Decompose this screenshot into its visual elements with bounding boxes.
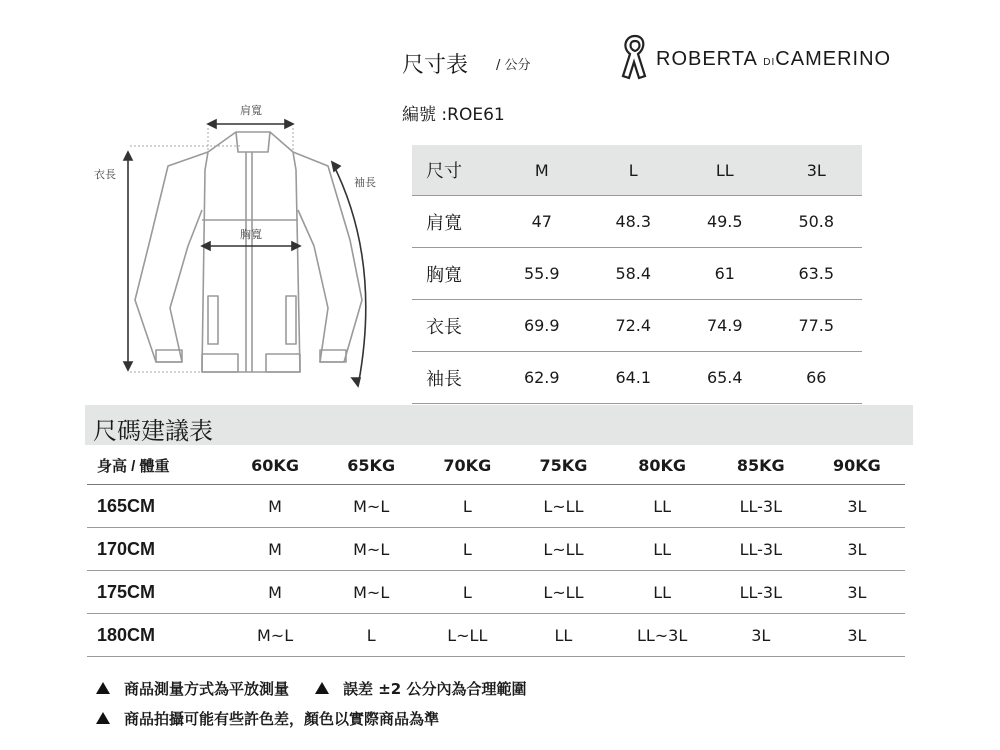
triangle-icon [96,682,110,694]
size-table-header [412,145,862,196]
table-cell: 61 [679,248,771,300]
recommend-title: 尺碼建議表 [93,417,213,445]
table-cell: LL-3L [713,571,809,614]
size-table [412,145,862,404]
table-cell: 72.4 [588,300,680,352]
row-header: 170CM [87,528,227,571]
notes [96,674,526,734]
unit-label: / 公分 [496,58,531,73]
note-text: 誤差 ±2 公分內為合理範圍 [343,680,527,698]
table-cell: M [227,485,323,528]
table-row [412,352,862,404]
brand-logo-icon [612,32,658,86]
header-cell: LL [679,145,771,196]
table-cell: L [419,571,515,614]
table-cell: 48.3 [588,196,680,248]
table-cell: M~L [227,614,323,657]
table-cell: 58.4 [588,248,680,300]
brand-tail: CAMERINO [775,48,892,70]
row-header: 袖長 [412,352,496,404]
table-cell: LL-3L [713,485,809,528]
table-cell: L [323,614,419,657]
table-cell: L [419,485,515,528]
note-text: 商品拍攝可能有些許色差，顏色以實際商品為準 [124,710,440,728]
table-cell: 63.5 [771,248,863,300]
header-cell: 3L [771,145,863,196]
header-cell: 65KG [323,446,419,485]
header-cell: 85KG [713,446,809,485]
table-cell: LL~3L [612,614,713,657]
table-cell: 3L [809,485,905,528]
table-cell: 3L [809,571,905,614]
recommend-table [87,446,905,657]
row-header: 肩寬 [412,196,496,248]
table-cell: LL [612,528,713,571]
row-header: 180CM [87,614,227,657]
table-cell: LL-3L [713,528,809,571]
table-cell: 62.9 [496,352,588,404]
row-header: 胸寬 [412,248,496,300]
header-cell: L [588,145,680,196]
brand-di: DI [763,57,776,68]
table-cell: M~L [323,485,419,528]
row-header: 衣長 [412,300,496,352]
header-cell: M [496,145,588,196]
sleeve-label: 袖長 [354,176,376,189]
table-row [87,528,905,571]
length-label: 衣長 [94,168,116,181]
header-cell: 70KG [419,446,515,485]
recommend-header [87,446,905,485]
table-cell: 69.9 [496,300,588,352]
table-cell: 65.4 [679,352,771,404]
table-row [87,614,905,657]
table-cell: LL [515,614,611,657]
table-cell: 64.1 [588,352,680,404]
chest-label: 胸寬 [240,228,262,241]
table-cell: L [419,528,515,571]
note-line [96,704,526,734]
table-cell: L~LL [515,528,611,571]
note-line [96,674,526,704]
header-cell: 身高 / 體重 [87,446,227,485]
jacket-diagram [90,100,400,400]
table-row [412,300,862,352]
row-header: 165CM [87,485,227,528]
triangle-icon [96,712,110,724]
table-cell: 3L [713,614,809,657]
note-text: 商品測量方式為平放測量 [124,680,290,698]
table-cell: 50.8 [771,196,863,248]
table-cell: 47 [496,196,588,248]
triangle-icon [315,682,329,694]
header-cell: 90KG [809,446,905,485]
brand-name [656,48,891,71]
table-cell: L~LL [419,614,515,657]
table-cell: LL [612,571,713,614]
header-cell: 尺寸 [412,145,496,196]
table-cell: L~LL [515,571,611,614]
row-header: 175CM [87,571,227,614]
table-cell: M~L [323,571,419,614]
table-cell: 66 [771,352,863,404]
table-cell: M [227,528,323,571]
table-cell: 3L [809,614,905,657]
chart-title: 尺寸表 [402,53,469,78]
brand-main: ROBERTA [656,48,757,70]
table-cell: 55.9 [496,248,588,300]
table-cell: M~L [323,528,419,571]
table-cell: M [227,571,323,614]
table-cell: 74.9 [679,300,771,352]
table-row [87,485,905,528]
header-cell: 80KG [612,446,713,485]
table-row [412,248,862,300]
shoulder-label: 肩寬 [240,104,262,117]
header-cell: 60KG [227,446,323,485]
table-cell: 3L [809,528,905,571]
table-cell: LL [612,485,713,528]
table-cell: 49.5 [679,196,771,248]
table-row [412,196,862,248]
model-number: 編號 :ROE61 [402,105,505,125]
header-cell: 75KG [515,446,611,485]
table-cell: 77.5 [771,300,863,352]
table-row [87,571,905,614]
table-cell: L~LL [515,485,611,528]
